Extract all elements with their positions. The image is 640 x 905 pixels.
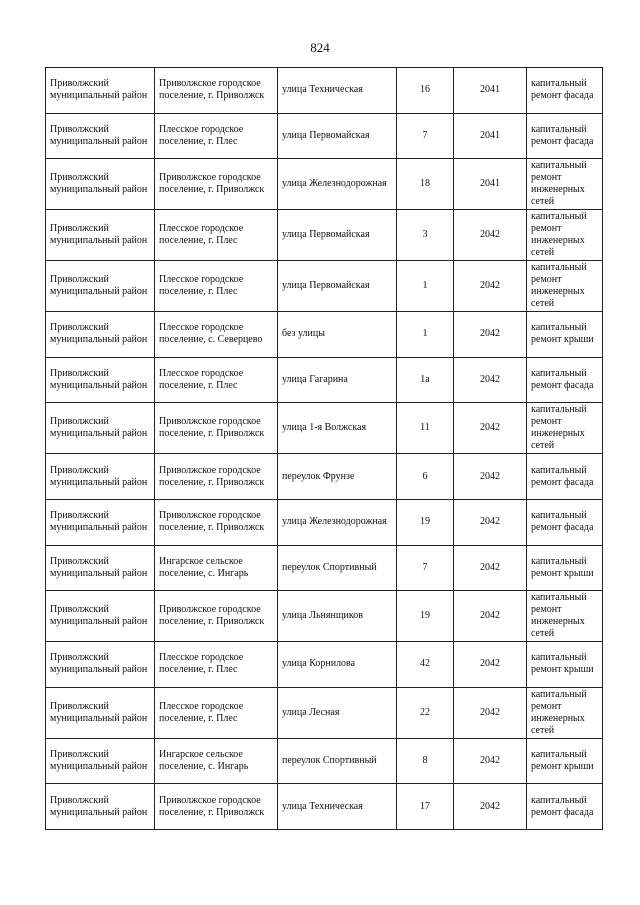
- cell-district: Приволжский муниципальный район: [46, 454, 155, 500]
- cell-year: 2042: [454, 357, 527, 403]
- table-row: [46, 738, 603, 784]
- cell-settlement: Приволжское городское поселение, г. Приволжск: [155, 68, 278, 114]
- cell-street: улица Лесная: [278, 687, 397, 738]
- cell-house-number: 1: [397, 312, 454, 358]
- table-row: [46, 642, 603, 688]
- cell-work-type: капитальный ремонт инженерных сетей: [527, 591, 603, 642]
- cell-house-number: 22: [397, 687, 454, 738]
- cell-street: улица Первомайская: [278, 113, 397, 159]
- table-row: [46, 68, 603, 114]
- cell-work-type: капитальный ремонт фасада: [527, 499, 603, 545]
- table-row: [46, 591, 603, 642]
- cell-house-number: 3: [397, 210, 454, 261]
- table-row: [46, 403, 603, 454]
- cell-year: 2042: [454, 261, 527, 312]
- cell-work-type: капитальный ремонт фасада: [527, 357, 603, 403]
- table-row: [46, 784, 603, 830]
- cell-district: Приволжский муниципальный район: [46, 113, 155, 159]
- cell-settlement: Плесское городское поселение, г. Плес: [155, 210, 278, 261]
- cell-year: 2042: [454, 784, 527, 830]
- table-row: [46, 454, 603, 500]
- cell-work-type: капитальный ремонт крыши: [527, 545, 603, 591]
- housing-repair-table: [45, 67, 603, 830]
- cell-district: Приволжский муниципальный район: [46, 357, 155, 403]
- cell-work-type: капитальный ремонт фасада: [527, 113, 603, 159]
- cell-street: улица Гагарина: [278, 357, 397, 403]
- cell-work-type: капитальный ремонт инженерных сетей: [527, 403, 603, 454]
- cell-district: Приволжский муниципальный район: [46, 261, 155, 312]
- cell-house-number: 6: [397, 454, 454, 500]
- page-number: 824: [310, 40, 330, 55]
- cell-settlement: Плесское городское поселение, г. Плес: [155, 357, 278, 403]
- cell-work-type: капитальный ремонт крыши: [527, 312, 603, 358]
- cell-house-number: 16: [397, 68, 454, 114]
- table-row: [46, 312, 603, 358]
- cell-street: улица Корнилова: [278, 642, 397, 688]
- cell-settlement: Плесское городское поселение, г. Плес: [155, 113, 278, 159]
- cell-house-number: 18: [397, 159, 454, 210]
- cell-street: без улицы: [278, 312, 397, 358]
- cell-work-type: капитальный ремонт крыши: [527, 738, 603, 784]
- cell-house-number: 7: [397, 545, 454, 591]
- cell-work-type: капитальный ремонт крыши: [527, 642, 603, 688]
- table-row: [46, 687, 603, 738]
- cell-settlement: Ингарское сельское поселение, с. Ингарь: [155, 545, 278, 591]
- cell-district: Приволжский муниципальный район: [46, 210, 155, 261]
- cell-street: улица Льнянщиков: [278, 591, 397, 642]
- cell-district: Приволжский муниципальный район: [46, 159, 155, 210]
- cell-street: улица Железнодорожная: [278, 499, 397, 545]
- cell-year: 2042: [454, 545, 527, 591]
- table-row: [46, 499, 603, 545]
- table-row: [46, 357, 603, 403]
- cell-street: улица Техническая: [278, 68, 397, 114]
- cell-street: переулок Спортивный: [278, 545, 397, 591]
- cell-house-number: 1: [397, 261, 454, 312]
- cell-street: улица Первомайская: [278, 210, 397, 261]
- cell-street: переулок Спортивный: [278, 738, 397, 784]
- table-body: [46, 68, 603, 830]
- cell-year: 2042: [454, 591, 527, 642]
- cell-district: Приволжский муниципальный район: [46, 591, 155, 642]
- cell-work-type: капитальный ремонт фасада: [527, 784, 603, 830]
- cell-work-type: капитальный ремонт инженерных сетей: [527, 159, 603, 210]
- cell-settlement: Плесское городское поселение, г. Плес: [155, 642, 278, 688]
- cell-district: Приволжский муниципальный район: [46, 68, 155, 114]
- table-row: [46, 210, 603, 261]
- cell-district: Приволжский муниципальный район: [46, 738, 155, 784]
- cell-year: 2041: [454, 113, 527, 159]
- cell-house-number: 19: [397, 499, 454, 545]
- cell-district: Приволжский муниципальный район: [46, 312, 155, 358]
- cell-street: улица 1-я Волжская: [278, 403, 397, 454]
- cell-year: 2041: [454, 159, 527, 210]
- table-row: [46, 159, 603, 210]
- cell-district: Приволжский муниципальный район: [46, 687, 155, 738]
- table-row: [46, 113, 603, 159]
- cell-house-number: 8: [397, 738, 454, 784]
- cell-settlement: Приволжское городское поселение, г. Приволжск: [155, 159, 278, 210]
- cell-work-type: капитальный ремонт инженерных сетей: [527, 261, 603, 312]
- cell-settlement: Плесское городское поселение, г. Плес: [155, 261, 278, 312]
- cell-settlement: Плесское городское поселение, г. Плес: [155, 687, 278, 738]
- cell-street: улица Железнодорожная: [278, 159, 397, 210]
- cell-settlement: Ингарское сельское поселение, с. Ингарь: [155, 738, 278, 784]
- cell-street: переулок Фрунзе: [278, 454, 397, 500]
- cell-work-type: капитальный ремонт фасада: [527, 68, 603, 114]
- cell-year: 2042: [454, 403, 527, 454]
- cell-settlement: Приволжское городское поселение, г. Приволжск: [155, 499, 278, 545]
- cell-district: Приволжский муниципальный район: [46, 499, 155, 545]
- cell-settlement: Плесское городское поселение, с. Северцево: [155, 312, 278, 358]
- cell-settlement: Приволжское городское поселение, г. Приволжск: [155, 403, 278, 454]
- cell-district: Приволжский муниципальный район: [46, 545, 155, 591]
- cell-year: 2042: [454, 499, 527, 545]
- table-row: [46, 545, 603, 591]
- cell-settlement: Приволжское городское поселение, г. Приволжск: [155, 454, 278, 500]
- cell-settlement: Приволжское городское поселение, г. Приволжск: [155, 784, 278, 830]
- cell-year: 2042: [454, 642, 527, 688]
- cell-district: Приволжский муниципальный район: [46, 784, 155, 830]
- table-row: [46, 261, 603, 312]
- cell-work-type: капитальный ремонт фасада: [527, 454, 603, 500]
- cell-year: 2042: [454, 312, 527, 358]
- cell-settlement: Приволжское городское поселение, г. Приволжск: [155, 591, 278, 642]
- cell-work-type: капитальный ремонт инженерных сетей: [527, 210, 603, 261]
- cell-year: 2042: [454, 738, 527, 784]
- cell-house-number: 42: [397, 642, 454, 688]
- cell-district: Приволжский муниципальный район: [46, 642, 155, 688]
- cell-street: улица Техническая: [278, 784, 397, 830]
- cell-house-number: 17: [397, 784, 454, 830]
- cell-district: Приволжский муниципальный район: [46, 403, 155, 454]
- cell-year: 2042: [454, 687, 527, 738]
- cell-work-type: капитальный ремонт инженерных сетей: [527, 687, 603, 738]
- cell-year: 2041: [454, 68, 527, 114]
- cell-house-number: 19: [397, 591, 454, 642]
- cell-house-number: 1а: [397, 357, 454, 403]
- cell-house-number: 7: [397, 113, 454, 159]
- cell-street: улица Первомайская: [278, 261, 397, 312]
- cell-year: 2042: [454, 454, 527, 500]
- cell-house-number: 11: [397, 403, 454, 454]
- cell-year: 2042: [454, 210, 527, 261]
